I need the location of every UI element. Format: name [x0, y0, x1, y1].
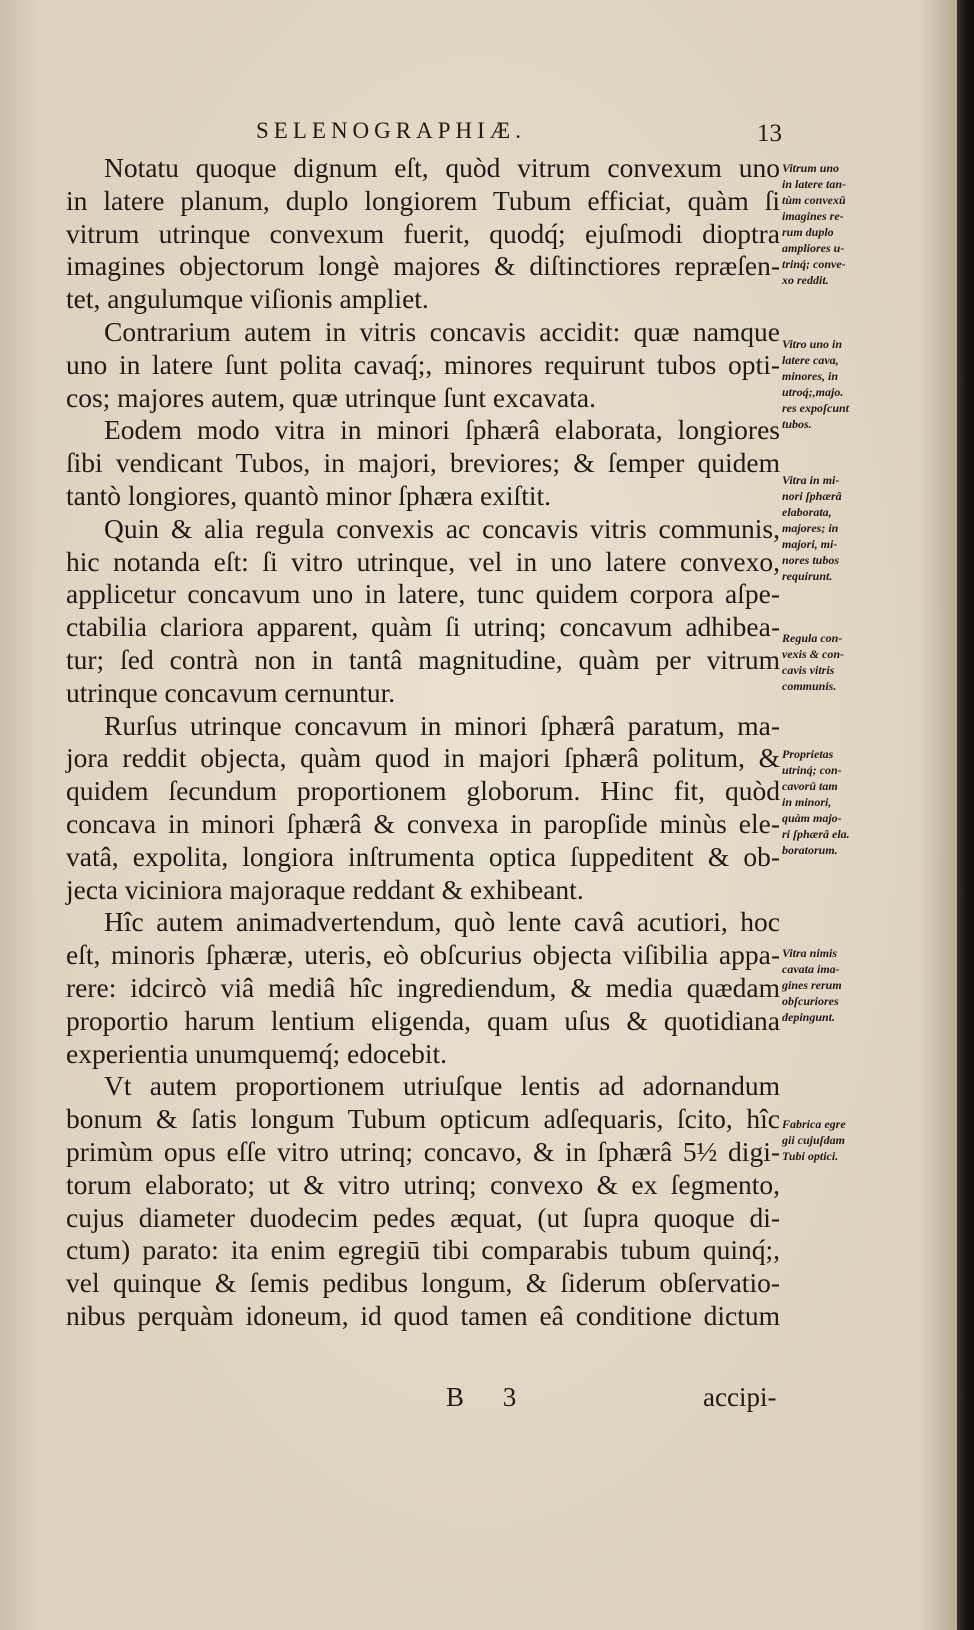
text-line: concava in minori ſphærâ & convexa in paropſide minùs ele-	[66, 807, 780, 839]
text-line: experientia unumquemq́; edocebit.	[66, 1037, 448, 1069]
marginal-note-line: Vitro uno in	[782, 337, 843, 351]
text-line: Vt autem proportionem utriuſque lentis ad adornandum	[104, 1070, 780, 1102]
marginal-note-line: Proprietas	[782, 747, 834, 761]
marginal-note-line: majores; in	[782, 521, 839, 535]
text-line: eſt, minoris ſphæræ, uteris, eò obſcurius objecta viſibilia appa-	[66, 939, 780, 971]
marginal-note-line: Vitra nimis	[782, 946, 838, 960]
marginal-note-line: nores tubos	[782, 553, 840, 567]
text-line: imagines objectorum longè majores & diſtinctiores repræſen-	[66, 250, 780, 282]
text-line: primùm opus eſſe vitro utrinq; concavo, & in ſphærâ 5½ digi-	[66, 1135, 780, 1167]
marginal-note-line: communis.	[782, 679, 837, 693]
text-line: Quin & alia regula convexis ac concavis vitris communis,	[104, 512, 780, 544]
signature-mark: B 3	[446, 1382, 533, 1412]
book-edge	[957, 0, 974, 1630]
marginal-note-line: ri ſphærâ ela.	[782, 827, 850, 841]
text-line: tur; ſed contrà non in tantâ magnitudine, quàm per vitrum	[66, 643, 780, 675]
page-number: 13	[757, 120, 782, 147]
marginal-note-line: requirunt.	[782, 569, 833, 583]
text-line: ſibi vendicant Tubos, in majori, breviores; & ſemper quidem	[66, 447, 780, 479]
marginal-note-line: elaborata,	[782, 505, 832, 519]
text-line: cujus diameter duodecim pedes æquat, (ut ſupra quoque di-	[66, 1201, 780, 1233]
marginal-note-line: ampliores u-	[782, 241, 845, 255]
marginal-note-line: in minori,	[782, 795, 832, 809]
marginal-note-line: vexis & con-	[782, 647, 844, 661]
marginal-note-line: Regula con-	[782, 631, 843, 645]
marginal-note-line: nori ſphærâ	[782, 489, 842, 503]
text-line: utrinque concavum cernuntur.	[66, 676, 396, 708]
text-line: tet, angulumque viſionis ampliet.	[66, 283, 429, 315]
marginal-note-line: utroq́;,majo.	[782, 385, 844, 399]
text-line: ctabilia clariora apparent, quàm ſi utrinq; concavum adhibea-	[66, 611, 780, 643]
marginal-note-line: res expoſcunt	[782, 401, 849, 415]
text-line: bonum & ſatis longum Tubum opticum adſequaris, ſcito, hîc	[66, 1103, 780, 1135]
text-line: jecta viciniora majoraque reddant & exhibeant.	[66, 873, 584, 905]
marginal-note-line: cavata ima-	[782, 962, 840, 976]
text-line: in latere planum, duplo longiorem Tubum efficiat, quàm ſi	[66, 184, 780, 216]
marginal-note-line: cavorū tam	[782, 779, 838, 793]
marginal-note	[782, 945, 874, 1025]
marginal-note-line: depingunt.	[782, 1010, 836, 1024]
text-line: tantò longiores, quantò minor ſphæra exiſtit.	[66, 479, 551, 511]
marginal-note-line: obſcuriores	[782, 994, 839, 1008]
text-line: uno in latere ſunt polita cavaq́;, minores requirunt tubos opti-	[66, 348, 780, 380]
marginal-note-line: imagines re-	[782, 209, 844, 223]
marginal-note-line: Vitra in mi-	[782, 473, 840, 487]
marginal-note-line: xo reddit.	[782, 273, 829, 287]
text-line: quidem ſecundum proportionem globorum. Hinc fit, quòd	[66, 775, 780, 807]
marginal-note	[782, 746, 874, 858]
marginal-note-line: minores, in	[782, 369, 839, 383]
marginal-note-line: utrinq́; con-	[782, 763, 842, 777]
marginal-note-line: latere cava,	[782, 353, 839, 367]
text-line: nibus perquàm idoneum, id quod tamen eâ conditione dictum	[66, 1299, 780, 1331]
catchword: accipi-	[703, 1382, 777, 1412]
text-line: cos; majores autem, quæ utrinque ſunt excavata.	[66, 381, 596, 413]
body-text	[66, 152, 780, 1333]
marginal-note-line: gii cujuſdam	[782, 1133, 846, 1147]
text-line: vel quinque & ſemis pedibus longum, & ſiderum obſervatio-	[66, 1267, 780, 1299]
marginal-note-line: gines rerum	[782, 978, 842, 992]
text-line: rere: idcircò viâ mediâ hîc ingrediendum, & media quædam	[66, 971, 780, 1003]
marginal-note-line: boratorum.	[782, 843, 838, 857]
marginal-note-line: Vitrum uno	[782, 161, 840, 175]
marginal-note-line: Fabrica egre	[782, 1117, 846, 1131]
marginal-note	[782, 630, 874, 694]
marginal-note	[782, 472, 874, 584]
marginal-note-line: in latere tan-	[782, 177, 847, 191]
text-line: Rurſus utrinque concavum in minori ſphærâ paratum, ma-	[104, 709, 780, 741]
marginal-note-line: quàm majo-	[782, 811, 842, 825]
text-line: applicetur concavum uno in latere, tunc quidem corpora aſpe-	[66, 578, 780, 610]
text-line: ctum) parato: ita enim egregiū tibi comparabis tubum quinq́;,	[66, 1234, 780, 1266]
text-line: torum elaborato; ut & vitro utrinq; convexo & ex ſegmento,	[66, 1168, 780, 1200]
text-line: jora reddit objecta, quàm quod in majori ſphærâ politum, &	[66, 742, 780, 774]
text-line: Hîc autem animadvertendum, quò lente cavâ acutiori, hoc	[104, 906, 780, 938]
marginal-note-line: rum duplo	[782, 225, 834, 239]
marginal-note-line: Tubi optici.	[782, 1149, 839, 1163]
text-line: vitrum utrinque convexum fuerit, quodq́; ejuſmodi dioptra	[66, 217, 780, 249]
marginal-note	[782, 160, 874, 288]
text-line: Contrarium autem in vitris concavis accidit: quæ namque	[104, 315, 780, 347]
running-head: SELENOGRAPHIÆ.	[256, 118, 526, 143]
text-line: Eodem modo vitra in minori ſphærâ elaborata, longiores	[104, 414, 780, 446]
text-line: hic notanda eſt: ſi vitro utrinque, vel in uno latere convexo,	[66, 545, 780, 577]
text-line: Notatu quoque dignum eſt, quòd vitrum convexum uno	[104, 152, 780, 183]
marginal-note-line: tùm convexū	[782, 193, 846, 207]
marginal-note	[782, 336, 874, 432]
marginal-note-line: tubos.	[782, 417, 812, 431]
marginal-note-line: cavis vitris	[782, 663, 835, 677]
text-line: vatâ, expolita, longiora inſtrumenta optica ſuppeditent & ob-	[66, 840, 780, 872]
marginal-note	[782, 1116, 874, 1164]
marginal-note-line: majori, mi-	[782, 537, 838, 551]
marginal-note-line: trinq́; conve-	[782, 257, 846, 271]
text-line: proportio harum lentium eligenda, quam uſus & quotidiana	[66, 1004, 780, 1036]
